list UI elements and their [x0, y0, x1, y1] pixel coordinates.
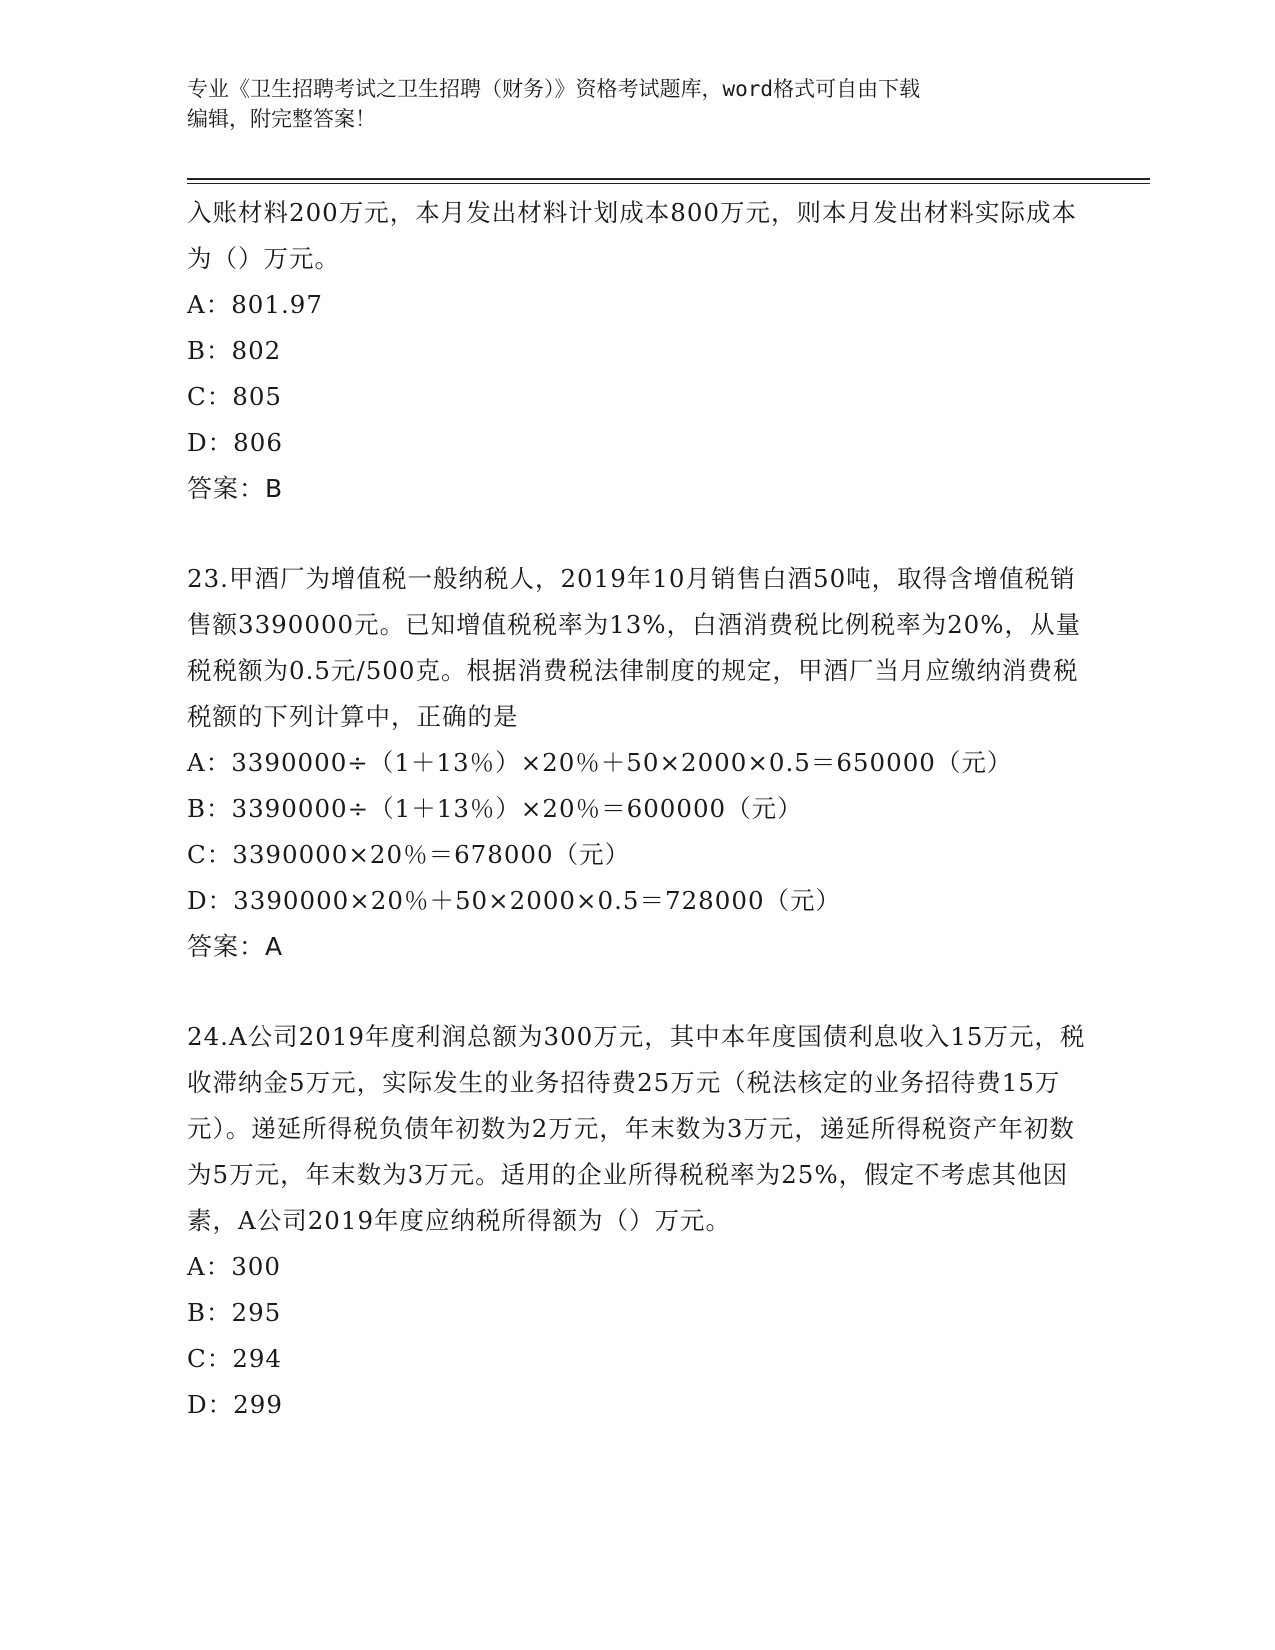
question-text: 23.甲酒厂为增值税一般纳税人，2019年10月销售白酒50吨，取得含增值税销售额3390000元。已知增值税税率为13%，白酒消费税比例税率为20%，从量税税额为0.5元/500克。根据消费税法律制度的规定，甲酒厂当月应缴纳消费税税额的下列计算中，正确的是: [187, 564, 1082, 731]
header-divider-thick: [187, 178, 1150, 180]
header-line-1: 专业《卫生招聘考试之卫生招聘（财务）》资格考试题库，word格式可自由下载: [187, 77, 921, 101]
option-d: D：806: [187, 428, 283, 457]
question-text: 24.A公司2019年度利润总额为300万元，其中本年度国债利息收入15万元，税收滞纳金5万元，实际发生的业务招待费25万元（税法核定的业务招待费15万元）。递延所得税负债年初数为2万元，年末数为3万元，递延所得税资产年初数为5万元，年末数为3万元。适用的企业所得税税率为25%，假定不考虑其他因素，A公司2019年度应纳税所得额为（）万元。: [187, 1022, 1086, 1235]
header-divider-thin: [187, 183, 1150, 184]
question-23: [187, 556, 1087, 970]
question-22: [187, 190, 1087, 512]
document-header: [187, 74, 1087, 134]
option-c: C：3390000×20％＝678000（元）: [187, 840, 631, 869]
option-b: B：295: [187, 1298, 282, 1327]
question-list: [187, 190, 1087, 1428]
question-spacer: [187, 970, 1087, 1014]
option-a: A：300: [187, 1252, 281, 1281]
option-b: B：3390000÷（1＋13％）×20％＝600000（元）: [187, 794, 803, 823]
option-d: D：299: [187, 1390, 283, 1419]
answer-line: 答案：B: [187, 474, 284, 503]
header-line-2: 编辑，附完整答案！: [187, 107, 376, 131]
option-a: A：3390000÷（1＋13％）×20％＋50×2000×0.5＝650000（元）: [187, 748, 1013, 777]
answer-line: 答案：A: [187, 932, 284, 961]
option-b: B：802: [187, 336, 282, 365]
question-24: [187, 1014, 1087, 1428]
question-text: 入账材料200万元，本月发出材料计划成本800万元，则本月发出材料实际成本为（）万元。: [187, 198, 1078, 273]
option-a: A：801.97: [187, 290, 323, 319]
option-c: C：805: [187, 382, 283, 411]
question-spacer: [187, 512, 1087, 556]
option-c: C：294: [187, 1344, 283, 1373]
option-d: D：3390000×20％＋50×2000×0.5＝728000（元）: [187, 886, 842, 915]
